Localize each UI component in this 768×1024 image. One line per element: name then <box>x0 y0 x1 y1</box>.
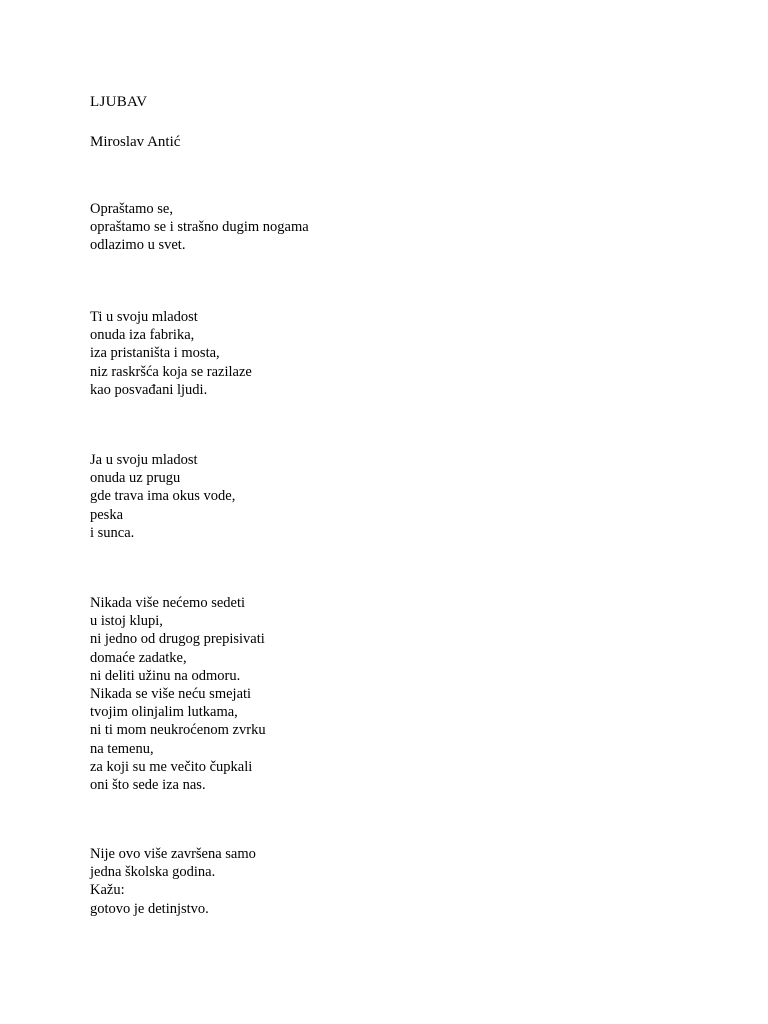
poem-line: gde trava ima okus vode, <box>90 488 236 505</box>
poem-line: Opraštamo se, <box>90 201 173 217</box>
poem-author: Miroslav Antić <box>90 134 181 150</box>
poem-line: Ja u svoju mladost <box>90 452 198 468</box>
stanza-2 <box>90 308 252 399</box>
poem-line: i sunca. <box>90 524 135 541</box>
poem-line: tvojim olinjalim lutkama, <box>90 704 238 721</box>
poem-line: odlazimo u svet. <box>90 237 186 254</box>
poem-line: opraštamo se i strašno dugim nogama <box>90 219 309 236</box>
poem-line: ni ti mom neukroćenom zvrku <box>90 722 266 739</box>
poem-line: onuda iza fabrika, <box>90 327 195 344</box>
stanza-1 <box>90 200 309 255</box>
poem-line: gotovo je detinjstvo. <box>90 900 209 917</box>
poem-line: na temenu, <box>90 740 154 757</box>
poem-line: ni jedno od drugog prepisivati <box>90 631 265 648</box>
poem-line: onuda uz prugu <box>90 470 181 487</box>
poem-line: za koji su me večito čupkali <box>90 758 253 775</box>
poem-line: Ti u svoju mladost <box>90 309 198 325</box>
poem-line: Nikada više nećemo sedeti <box>90 595 246 611</box>
poem-line: u istoj klupi, <box>90 613 163 630</box>
poem-line: Nije ovo više završena samo <box>90 846 256 862</box>
poem-line: jedna školska godina. <box>90 864 216 881</box>
poem-line: kao posvađani ljudi. <box>90 381 208 398</box>
poem-line: Nikada se više neću smejati <box>90 685 252 702</box>
poem-line: oni što sede iza nas. <box>90 776 206 793</box>
poem-line: peska <box>90 506 124 523</box>
poem-line: iza pristaništa i mosta, <box>90 345 220 362</box>
stanza-5 <box>90 845 256 918</box>
stanza-4 <box>90 594 266 794</box>
poem-line: niz raskršća koja se razilaze <box>90 363 252 380</box>
stanza-3 <box>90 451 235 542</box>
poem-title: LJUBAV <box>90 94 148 110</box>
poem-line: ni deliti užinu na odmoru. <box>90 667 241 684</box>
poem-line: Kažu: <box>90 882 125 899</box>
poem-line: domaće zadatke, <box>90 649 187 666</box>
